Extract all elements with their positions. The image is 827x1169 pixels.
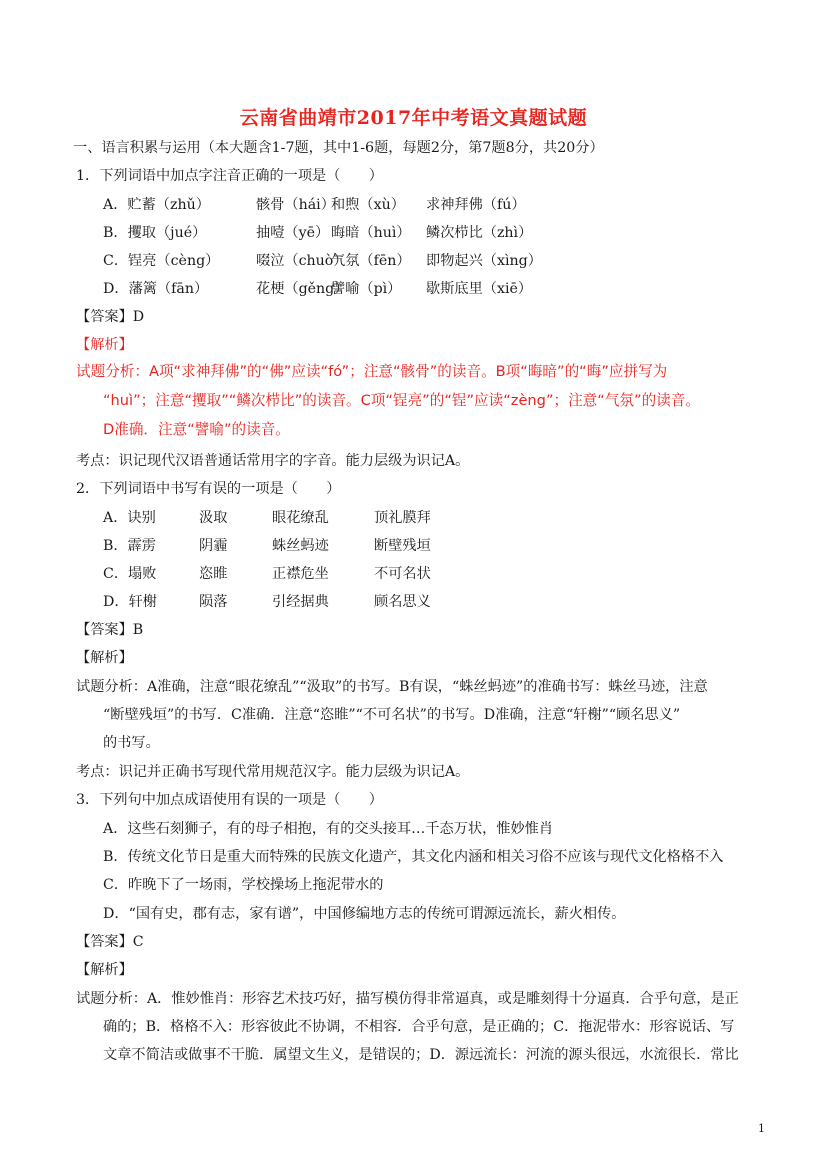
q2-option-d-3: 引经据典 [272, 594, 329, 610]
q2-option-b-3: 蛛丝蚂迹 [272, 538, 329, 554]
q2-option-a-2: 汲取 [199, 510, 228, 526]
q3-option-a: A．这些石刻狮子，有的母子相抱，有的交头接耳…千态万状，惟妙惟肖 [103, 821, 554, 837]
q1-option-a-2: 骸骨（hái） [256, 197, 335, 213]
question-2-answer: 【答案】B [76, 622, 144, 638]
q2-option-c-3: 正襟危坐 [272, 566, 329, 582]
question-3-analysis-line-1: 试题分析：A．惟妙惟肖：形容艺术技巧好，描写模仿得非常逼真，或是雕刻得十分逼真．合乎句意，是正 [76, 991, 739, 1007]
question-3-analysis-line-2: 确的；B．格格不入：形容彼此不协调，不相容．合乎句意，是正确的；C．拖泥带水：形容说话、写 [103, 1019, 735, 1035]
page-title: 云南省曲靖市2017年中考语文真题试题 [239, 107, 588, 129]
question-3-analysis-label: 【解析】 [76, 962, 133, 978]
question-1-analysis-line-3: D准确．注意“譬喻”的读音。 [103, 421, 290, 438]
page-number: 1 [758, 1122, 765, 1135]
q1-option-c-1: C．锃亮（cèng） [103, 253, 220, 269]
q1-option-b-3: 晦暗（huì） [331, 225, 411, 241]
question-2-analysis-label: 【解析】 [76, 650, 133, 666]
question-1-answer: 【答案】D [76, 309, 145, 325]
q2-option-a-4: 顶礼膜拜 [374, 510, 431, 526]
q2-option-c-2: 恣睢 [199, 566, 228, 582]
question-1-analysis-line-2: “huì”；注意“攫取”“鳞次栉比”的读音。C项“锃亮”的“锃”应读“zèng”；注意“气氛”的读音。 [103, 392, 700, 409]
question-2-analysis-line-2: “断壁残垣”的书写．C准确．注意“恣睢”“不可名状”的书写。D准确，注意“轩榭”“顾名思义” [103, 707, 681, 723]
q2-option-a-1: A．诀别 [103, 510, 156, 526]
q2-option-c-1: C．塌败 [103, 566, 157, 582]
question-1-point: 考点：识记现代汉语普通话常用字的字音。能力层级为识记A。 [76, 453, 470, 469]
question-3-analysis-line-3: 文章不简洁或做事不干脆．属望文生义，是错误的；D．源远流长：河流的源头很远，水流很长．常比 [103, 1047, 739, 1063]
q1-option-c-4: 即物起兴（xìng） [426, 253, 542, 269]
q2-option-d-2: 陨落 [199, 594, 228, 610]
question-2-analysis-line-3: 的书写。 [103, 735, 160, 751]
q1-option-a-3: 和煦（xù） [331, 197, 405, 213]
q2-option-b-4: 断壁残垣 [374, 538, 431, 554]
q1-option-d-1: D．藩篱（fān） [103, 281, 209, 297]
q2-option-b-2: 阴霾 [199, 538, 228, 554]
section-heading: 一、语言积累与运用（本大题含1-7题，其中1-6题，每题2分，第7题8分，共20分） [73, 140, 604, 156]
q1-option-d-3: 譬喻（pì） [331, 281, 402, 297]
q2-option-d-4: 顾名思义 [374, 594, 431, 610]
question-1-analysis-line-1: 试题分析：A项“求神拜佛”的“佛”应读“fó”；注意“骸骨”的读音。B项“晦暗”的“晦”应拼写为 [76, 363, 668, 380]
question-3-stem: 3．下列句中加点成语使用有误的一项是（ ） [76, 792, 383, 808]
question-3-answer: 【答案】C [76, 934, 144, 950]
q3-option-c: C．昨晚下了一场雨，学校操场上拖泥带水的 [103, 877, 384, 893]
question-2-analysis-line-1: 试题分析：A准确，注意“眼花缭乱”“汲取”的书写。B有误，“蛛丝蚂迹”的准确书写：蛛丝马迹，注意 [76, 679, 708, 695]
q1-option-b-1: B．攫取（jué） [103, 225, 207, 241]
q2-option-b-1: B．霹雳 [103, 538, 156, 554]
q1-option-a-1: A．贮蓄（zhǔ） [103, 197, 210, 213]
question-2-stem: 2．下列词语中书写有误的一项是（ ） [76, 481, 341, 497]
q2-option-c-4: 不可名状 [374, 566, 431, 582]
q3-option-b: B．传统文化节日是重大而特殊的民族文化遗产，其文化内涵和相关习俗不应该与现代文化格格不入 [103, 849, 724, 865]
q2-option-a-3: 眼花缭乱 [272, 510, 329, 526]
q2-option-d-1: D．轩榭 [103, 594, 157, 610]
q1-option-d-4: 歇斯底里（xiē） [426, 281, 533, 297]
q1-option-c-3: 气氛（fēn） [331, 253, 411, 269]
q1-option-b-4: 鳞次栉比（zhì） [426, 225, 533, 241]
question-1-stem: 1．下列词语中加点字注音正确的一项是（ ） [76, 168, 383, 184]
question-1-analysis-label: 【解析】 [76, 337, 133, 353]
q1-option-a-4: 求神拜佛（fú） [426, 197, 526, 213]
question-2-point: 考点：识记并正确书写现代常用规范汉字。能力层级为识记A。 [76, 764, 470, 780]
q1-option-b-2: 抽噎（yē） [256, 225, 330, 241]
q1-option-c-2: 啜泣（chuò） [256, 253, 348, 269]
q1-option-d-2: 花梗（gěng） [256, 281, 349, 297]
q3-option-d: D．“国有史，郡有志，家有谱”，中国修编地方志的传统可谓源远流长，薪火相传。 [103, 906, 626, 922]
